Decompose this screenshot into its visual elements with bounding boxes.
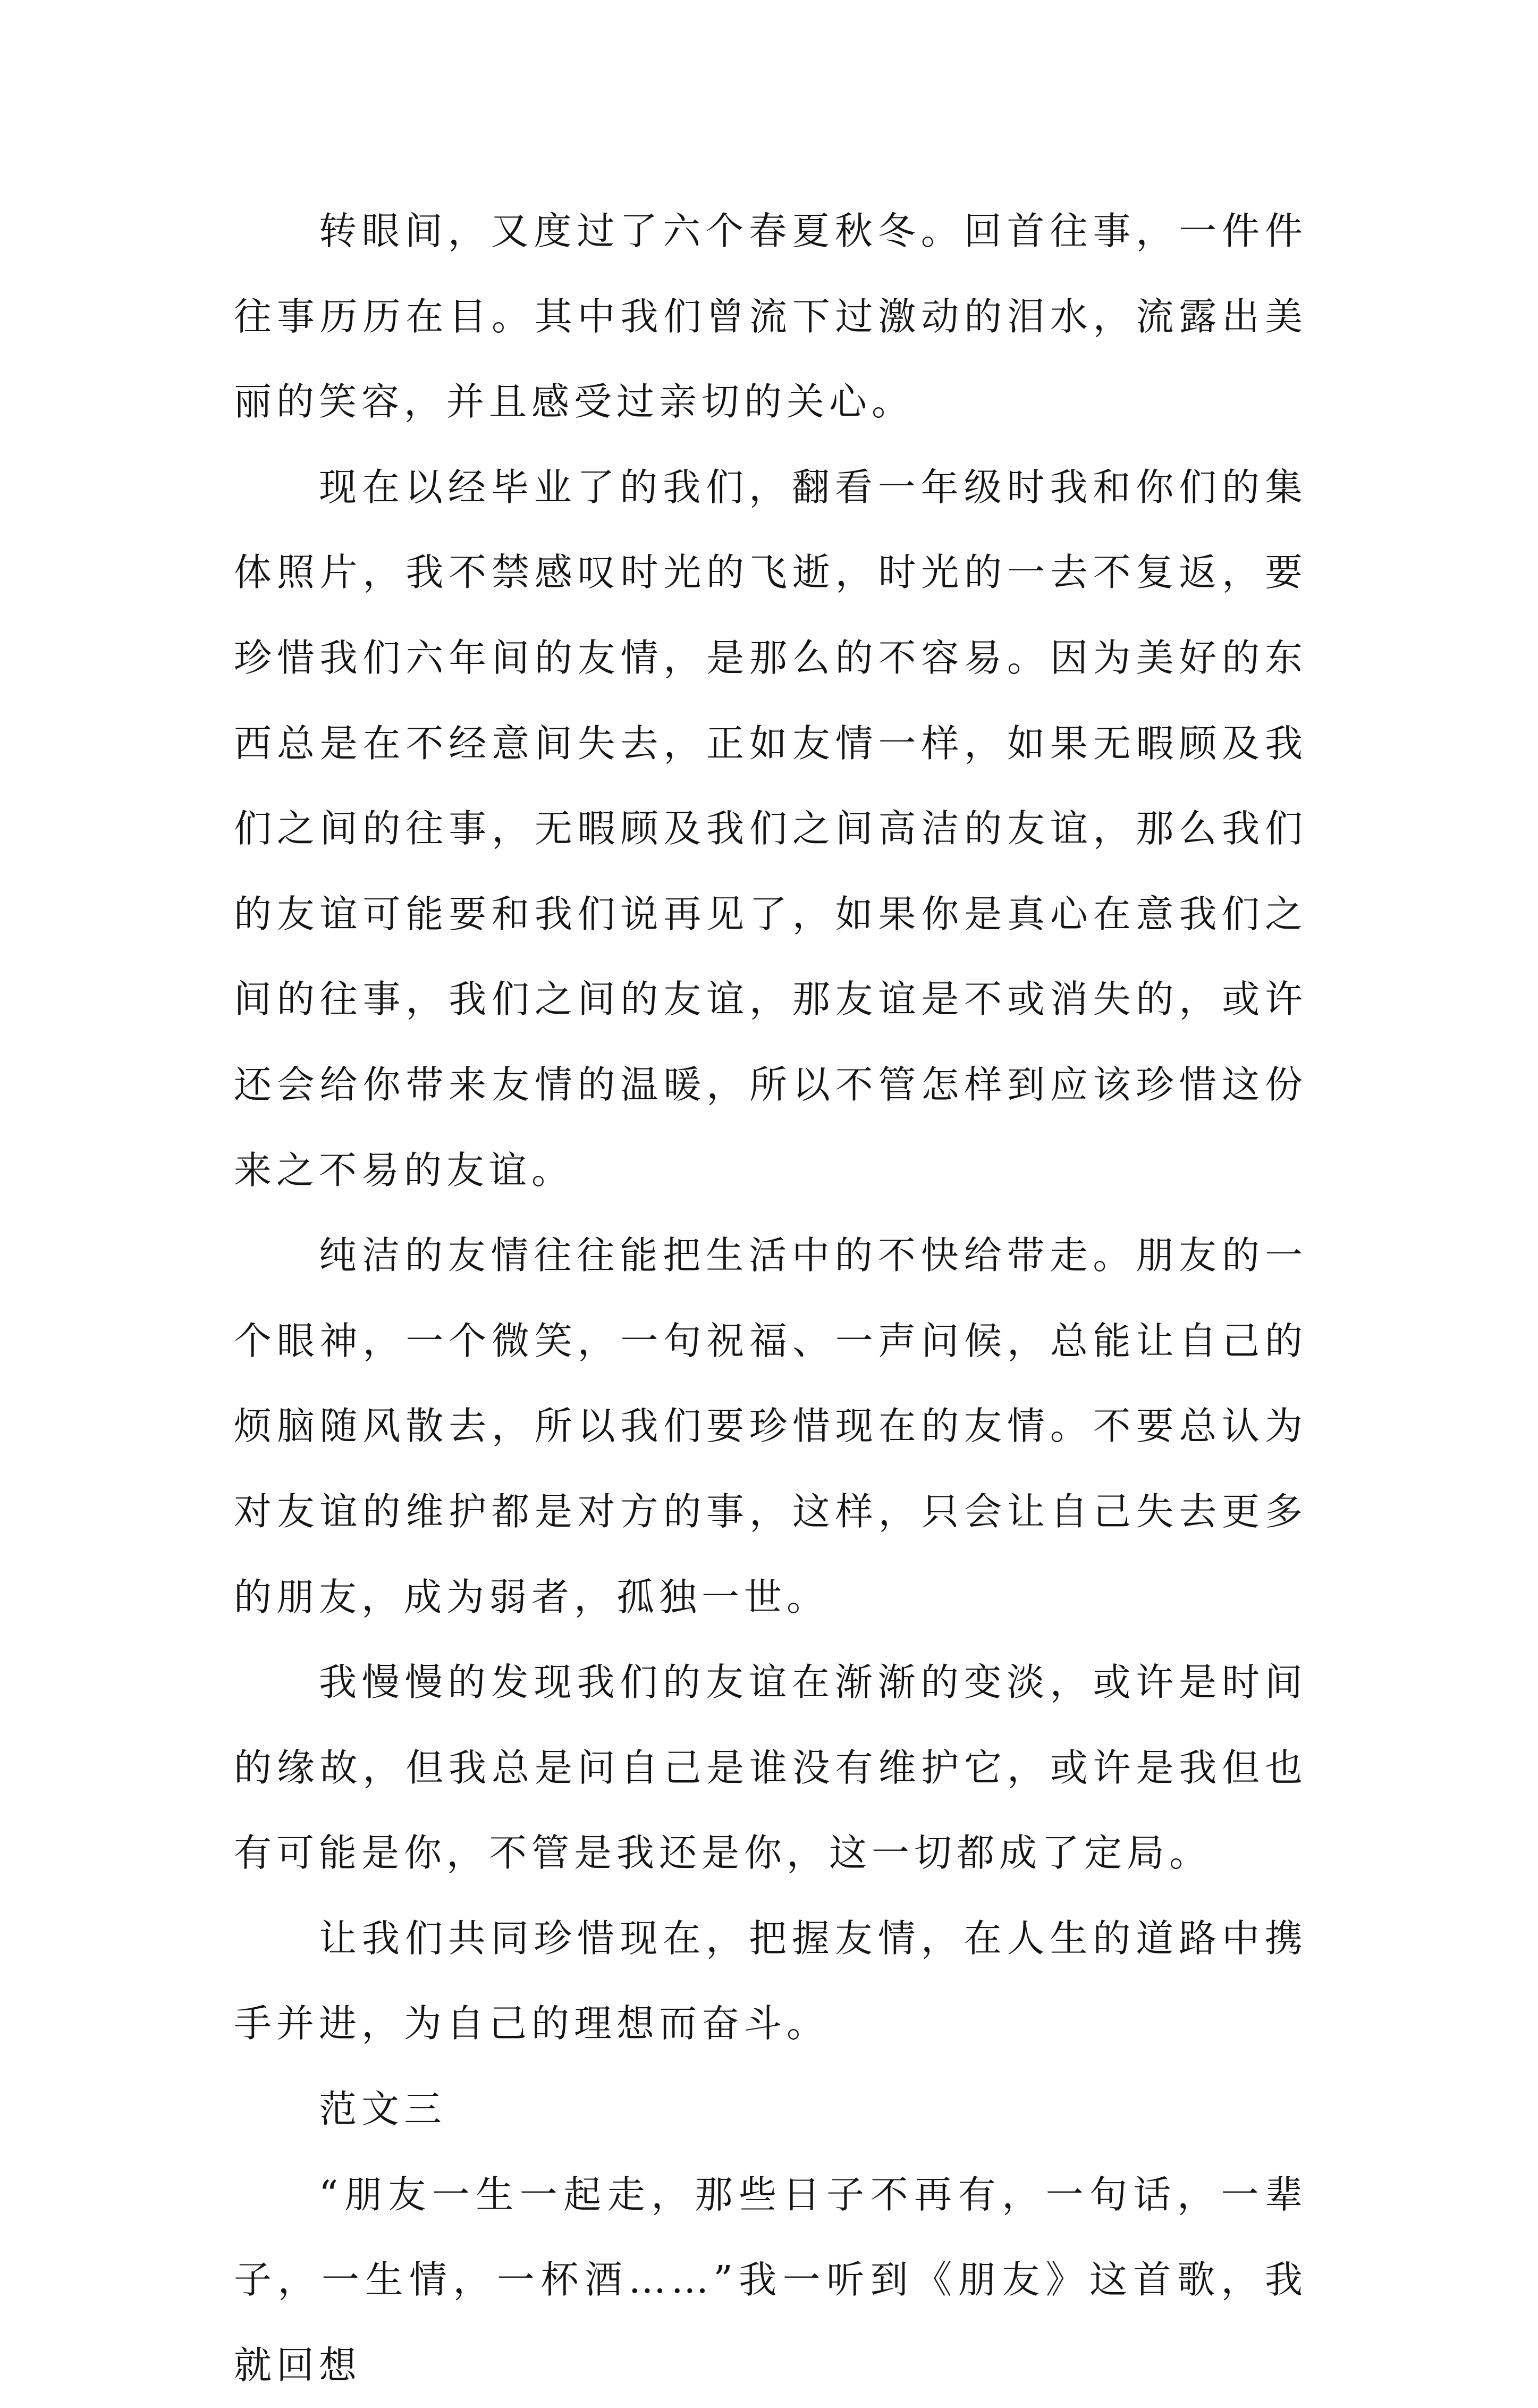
paragraph-1: 转眼间，又度过了六个春夏秋冬。回首往事，一件件往事历历在目。其中我们曾流下过激动的泪水，流露出美丽的笑容，并且感受过亲切的关心。 [234,209,1307,424]
section-heading-fanwen-san: 范文三 [319,2087,447,2132]
paragraph-7: “朋友一生一起走，那些日子不再有，一句话，一辈子，一生情，一杯酒……”我一听到《朋友》这首歌，我就回想 [234,2172,1307,2387]
paragraph-4: 我慢慢的发现我们的友谊在渐渐的变淡，或许是时间的缘故，但我总是问自己是谁没有维护它，或许是我但也有可能是你，不管是我还是你，这一切都成了定局。 [234,1660,1307,1875]
paragraph-3: 纯洁的友情往往能把生活中的不快给带走。朋友的一个眼神，一个微笑，一句祝福、一声问候，总能让自己的烦脑随风散去，所以我们要珍惜现在的友情。不要总认为对友谊的维护都是对方的事，这样，只会让自己失去更多的朋友，成为弱者，孤独一世。 [234,1233,1307,1619]
essay-body [234,189,1307,2408]
paragraph-5: 让我们共同珍惜现在，把握友情，在人生的道路中携手并进，为自己的理想而奋斗。 [234,1916,1307,2046]
paragraph-2: 现在以经毕业了的我们，翻看一年级时我和你们的集体照片，我不禁感叹时光的飞逝，时光的一去不复返，要珍惜我们六年间的友情，是那么的不容易。因为美好的东西总是在不经意间失去，正如友情一样，如果无暇顾及我们之间的往事，无暇顾及我们之间高洁的友谊，那么我们的友谊可能要和我们说再见了，如果你是真心在意我们之间的往事，我们之间的友谊，那友谊是不或消失的，或许还会给你带来友情的温暖，所以不管怎样到应该珍惜这份来之不易的友谊。 [234,465,1307,1192]
